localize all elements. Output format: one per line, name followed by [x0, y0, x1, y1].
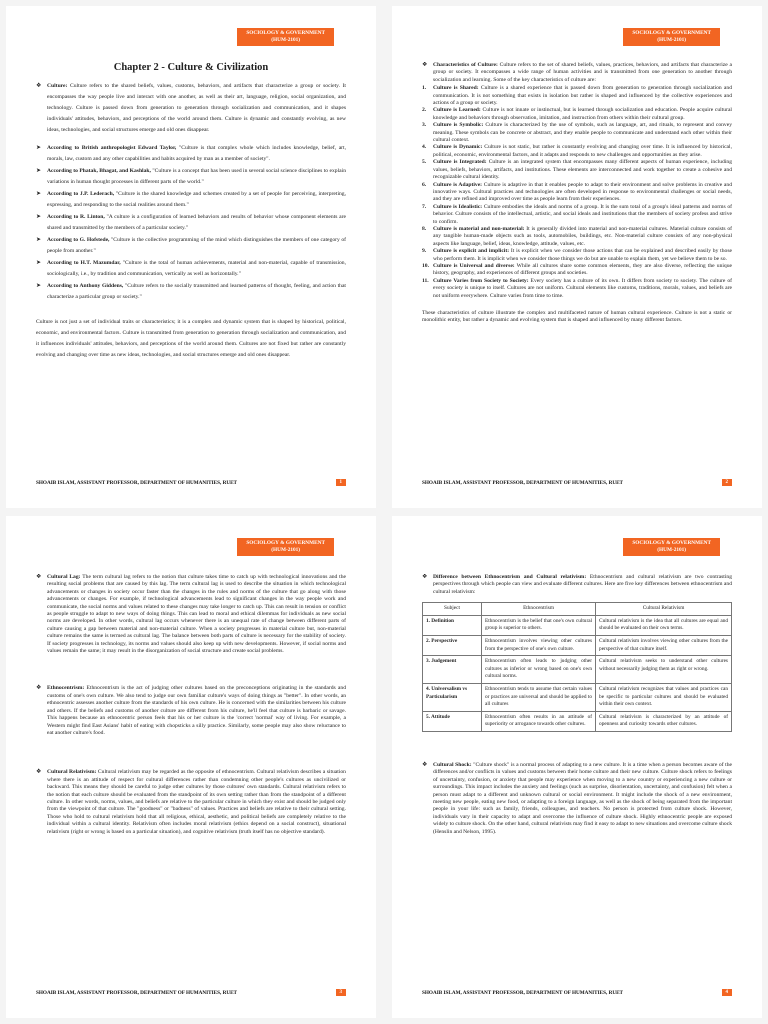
item-number: 5.: [422, 159, 427, 166]
page-number: 2: [722, 479, 733, 486]
item-text: Culture is not static, but rather is constantly evolving and changing over time. It is influenced by historical, political, economic, environmental factors, and it adapts and responds to new challenges and opportunities as they arise.: [433, 144, 732, 158]
diamond-bullet-icon: ❖: [422, 574, 428, 580]
page-4: [392, 516, 762, 1018]
list-item: [422, 204, 732, 226]
column-header: Subject: [423, 603, 482, 616]
definition-item: [36, 258, 346, 280]
item-text: Culture is a shared experience that is passed down from generation to generation through socialization and communication. It is not something that exists in isolation but rather is shaped and influenced by the collective experiences and actions of a group or society.: [433, 85, 732, 107]
list-item: [422, 226, 732, 248]
definition-text: "Culture is that complex whole which includes knowledge, belief, art, morals, law, custom and any other capabilities and habits acquired by man as a member of society".: [47, 145, 346, 162]
definition-source: According to J.P. Lederach,: [47, 191, 115, 197]
badge-line-1: SOCIOLOGY & GOVERNMENT: [246, 540, 325, 546]
badge-line-1: SOCIOLOGY & GOVERNMENT: [632, 540, 711, 546]
page-2-content: [422, 62, 732, 458]
cultural-shock-section: [422, 762, 732, 836]
item-number: 8.: [422, 225, 427, 232]
table-cell-subject: 2. Perspective: [423, 636, 482, 656]
characteristics-list: [422, 85, 732, 300]
table-cell-subject: 1. Definition: [423, 615, 482, 635]
item-label: Culture is Symbolic:: [433, 122, 484, 129]
table-cell-subject: 3. Judgement: [423, 656, 482, 684]
definition-text: "A culture is a configuration of learned behaviors and results of behavior whose component elements are shared and transmitted by the members of a particular society.": [47, 214, 346, 231]
term-label: Cultural Relativism:: [47, 769, 97, 776]
course-badge: [623, 538, 720, 556]
arrow-bullet-icon: ➤: [36, 214, 42, 220]
item-text: While all cultures share some common elements, they are also diverse, reflecting the unique history, geography, and experiences of different groups and societies.: [433, 262, 732, 277]
comparison-table: [422, 602, 732, 732]
term-label: Cultural Lag:: [47, 574, 81, 580]
term-text: Ethnocentrism is the act of judging other cultures based on the preconceptions originating in the standards and customs of one's own culture. We also tend to judge our own familiar culture's ways of doing things as "better". In other words, an ethnocentric assesses another culture from the standards of his own culture. He is concerned with the similarities between his culture and others. If the beliefs and customs of another culture are different from his culture, he'll feel that culture is barbaric or savage. This happens because an ethnocentric person feels that his or her culture is the 'correct 'normal' way of living. For example, a Western might find East Asians' habit of eating with chopsticks a silly practice. Similarly, some people may also show reluctance to eat another culture's food.: [47, 685, 346, 736]
list-item: [422, 107, 732, 122]
definition-item: [36, 166, 346, 188]
item-number: 9.: [422, 248, 427, 255]
table-cell-relativism: Cultural relativism seeks to understand other cultures without necessarily judging them as right or wrong.: [596, 656, 732, 684]
item-number: 11.: [422, 277, 429, 284]
definition-source: According to G. Hofstede,: [47, 237, 110, 243]
chapter-title: Chapter 2 - Culture & Civilization: [113, 62, 269, 73]
badge-line-1: SOCIOLOGY & GOVERNMENT: [246, 30, 325, 36]
diamond-bullet-icon: ❖: [36, 685, 42, 692]
arrow-bullet-icon: ➤: [36, 260, 42, 266]
list-item: [422, 144, 732, 159]
table-cell-ethnocentrism: Ethnocentrism often leads to judging other cultures as inferior or wrong based on one's own cultural norms.: [482, 656, 596, 684]
item-text: Every society has a culture of its own. It differs from society to society. The culture of every society is unique to itself. Cultures are not uniform. Cultural elements like customs, traditions, morals, values, and beliefs are not uniform everywhere. Culture varies from time to time.: [433, 277, 732, 299]
badge-line-2: (HUM-2101): [271, 547, 301, 553]
item-label: Culture is Dynamic:: [433, 144, 483, 151]
culture-definition: [36, 81, 346, 136]
item-text: Culture is not innate or instinctual, but is learned through socialization and education. People acquire cultural knowledge and behaviors through observation, imitation, and instruction from others within their cultural group.: [433, 107, 732, 121]
list-item: [422, 159, 732, 181]
table-cell-ethnocentrism: Ethnocentrism often results in an attitude of superiority or arrogance towards other cultures.: [482, 711, 596, 731]
ethnocentrism-section: [36, 685, 346, 737]
definition-text: "Culture is the collective programming of the mind which distinguishes the members of one category of people from another.": [47, 237, 346, 254]
item-text: Culture embodies the ideals and norms of a group. It is the sum total of a group's ideal patterns and norms of behavior. Culture consists of the intellectual, artistic, and social ideals and institutions that the members of society profess and strive to confirm.: [433, 203, 732, 225]
item-label: Culture is Adaptive:: [433, 181, 483, 188]
table-row: [423, 636, 732, 656]
difference-intro: [422, 574, 732, 596]
definition-text: "Culture is the total of human achievements, material and non-material, capable of transmission, sociologically, i.e., by tradition and communication, vertically as well as horizontally.": [47, 260, 346, 277]
page-footer: [36, 989, 346, 996]
page-3-content: [36, 574, 346, 968]
definition-source: According to British anthropologist Edward Taylor,: [47, 145, 177, 151]
term-text: "Culture shock" is a normal process of adapting to a new culture. It is a time when a person becomes aware of the differences and/or conflicts in values and customs between their home culture and their new culture. Culture shock refers to feelings of uncertainty, confusion, or anxiety that people may experience when moving to a new country or experiencing a new culture or surroundings. This impact includes the anxiety and feelings (such as surprise, disorientation, uncertainty, and confusion) felt when a person must adapt to a different and unknown cultural or social environment. It might include the shock of a new environment, meeting new people, eating new food, or adapting to a foreign language, as well as the shock of being separated from the important people in your life: such as family, friends, colleagues, and teachers. No person is protected from culture shock. However, individuals vary in their capacity to adapt and overcome the influence of culture shock. Highly ethnocentric people are exposed widely to culture shock. On the other hand, cultural relativists may find it easy to adapt to new situations and overcome culture shock (Henslin and Nelson, 1995).: [433, 761, 732, 835]
item-text: Culture is characterized by the use of symbols, such as language, art, and rituals, to represent and convey meaning. These symbols can be concrete or abstract, and they enable people to communicate and understand each other within their cultural context.: [433, 122, 732, 144]
item-label: Culture is Learned:: [433, 107, 481, 114]
badge-line-2: (HUM-2101): [657, 37, 687, 43]
page-number: 1: [336, 479, 347, 486]
item-label: Culture is Universal and diverse:: [433, 262, 515, 269]
arrow-bullet-icon: ➤: [36, 283, 42, 289]
list-item: [422, 182, 732, 204]
table-cell-relativism: Cultural relativism recognizes that values and practices can be specific to particular cultures and should be evaluated within their own context.: [596, 683, 732, 711]
item-label: Culture Varies from Society to Society:: [433, 277, 529, 284]
item-label: Culture is Idealistic:: [433, 203, 483, 210]
page-number: 3: [336, 989, 347, 996]
item-label: Culture is Shared:: [433, 85, 479, 92]
list-item: [422, 122, 732, 144]
term-label: Cultural Shock:: [433, 761, 472, 768]
cultural-lag-section: [36, 574, 346, 655]
definition-source: According to Anthony Giddens,: [47, 283, 124, 289]
term-label: Ethnocentrism:: [47, 685, 85, 692]
item-label: Culture is explicit and implicit:: [433, 248, 510, 255]
definition-text: "Culture refers to the socially transmitted and learned patterns of thought, feeling, and action that characterize a particular group or society.": [47, 283, 346, 300]
page-footer: [422, 479, 732, 486]
footer-author: SHOAIB ISLAM, ASSISTANT PROFESSOR, DEPARTMENT OF HUMANITIES, RUET: [36, 989, 238, 996]
arrow-bullet-icon: ➤: [36, 145, 42, 151]
course-badge: [623, 28, 720, 46]
course-badge: [237, 538, 334, 556]
cultural-relativism-section: [36, 769, 346, 836]
table-row: [423, 683, 732, 711]
item-number: 6.: [422, 181, 427, 188]
item-number: 7.: [422, 203, 427, 210]
closing-paragraph: Culture is not just a set of individual traits or characteristics; it is a complex and dynamic system that is shaped by historical, political, economic, and environmental factors. Culture is transmitted from generation to generation through socialization and communication, and it influences individuals' attitudes, behaviors, and perceptions of the world around them. Cultures are not fixed but rather are constantly evolving and changing over time as new ideas, technologies, and social structures emerge and old ones disappear.: [36, 319, 346, 358]
diamond-bullet-icon: ❖: [36, 769, 42, 776]
footer-author: SHOAIB ISLAM, ASSISTANT PROFESSOR, DEPARTMENT OF HUMANITIES, RUET: [422, 989, 624, 996]
item-number: 3.: [422, 122, 427, 129]
table-cell-ethnocentrism: Ethnocentrism is the belief that one's own cultural group is superior to others.: [482, 615, 596, 635]
table-cell-relativism: Cultural relativism is characterized by an attitude of openness and curiosity towards other cultures.: [596, 711, 732, 731]
list-item: [422, 85, 732, 107]
footer-author: SHOAIB ISLAM, ASSISTANT PROFESSOR, DEPARTMENT OF HUMANITIES, RUET: [36, 479, 238, 486]
diamond-bullet-icon: ❖: [36, 574, 42, 580]
table-cell-relativism: Cultural relativism is the idea that all cultures are equal and should be evaluated on their own terms.: [596, 615, 732, 635]
arrow-bullet-icon: ➤: [36, 191, 42, 197]
item-number: 4.: [422, 144, 427, 151]
item-number: 2.: [422, 107, 427, 114]
item-text: Culture is adaptive in that it enables people to adapt to their environment and solve problems in creative and innovative ways. Cultural practices and technologies are often developed in response to environmental challenges or social needs, and they are refined and improved over time as people learn from their experiences.: [433, 181, 732, 203]
item-label: Culture is material and non-material:: [433, 225, 525, 232]
table-cell-ethnocentrism: Ethnocentrism tends to assume that certain values or practices are universal and should be applied to all cultures: [482, 683, 596, 711]
page-3: [6, 516, 376, 1018]
arrow-bullet-icon: ➤: [36, 168, 42, 174]
definition-source: According to R. Linton,: [47, 214, 105, 220]
column-header: Ethnocentrism: [482, 603, 596, 616]
item-label: Culture is Integrated:: [433, 159, 487, 166]
definition-source: According to Phatak, Bhagat, and Kashlak,: [47, 168, 151, 174]
item-text: Culture is an integrated system that encompasses many different aspects of human experience, including values, beliefs, behaviors, artifacts, and institutions. These elements are interconnected and work together to create a cohesive and recognizable cultural identity.: [433, 159, 732, 181]
table-header-row: [423, 603, 732, 616]
definition-item: [36, 281, 346, 303]
page-number: 4: [722, 989, 733, 996]
table-cell-subject: 5. Attitude: [423, 711, 482, 731]
table-cell-subject: 4. Universalism vs Particularism: [423, 683, 482, 711]
page-footer: [422, 989, 732, 996]
term-label: Characteristics of Culture:: [433, 62, 498, 68]
definition-text: "Culture is a concept that has been used in several social science disciplines to explain variations in human thought processes in different parts of the world.": [47, 168, 346, 185]
definition-source: According to H.T. Mazumdar,: [47, 260, 121, 266]
characteristics-intro: [422, 62, 732, 84]
badge-line-1: SOCIOLOGY & GOVERNMENT: [632, 30, 711, 36]
list-item: [422, 263, 732, 278]
term-text: Cultural relativism may be regarded as the opposite of ethnocentrism. Cultural relativism describes a situation where there is an attitude of respect for cultural differences rather than condemning other people's cultures as uncivilized or backward. This means they should be careful to judge other cultures by those cultures' own standards. Cultural relativism refers to the notion that each culture should be evaluated from the standpoint of its own setting rather than from the standpoint of a different culture. In other words, norms, values, and beliefs are relative to the particular culture in which they exist and should be judged only from the viewpoint of that culture. The "goodness" or "badness" of values. Practices and beliefs are relative to their cultural setting. Those who hold to cultural relativism hold that all religious, ethical, aesthetic, and political beliefs are completely relative to the individual within a cultural identity. Relativism often includes moral relativism (ethics depend on a social construct), situational relativism (right or wrong is based on a particular situation), and cognitive relativism (truth itself has no objective standard).: [47, 769, 346, 835]
page-footer: [36, 479, 346, 486]
table-cell-ethnocentrism: Ethnocentrism involves viewing other cultures from the perspective of one's own culture.: [482, 636, 596, 656]
table-cell-relativism: Cultural relativism involves viewing other cultures from the perspective of that culture itself.: [596, 636, 732, 656]
page-4-content: [422, 574, 732, 968]
diamond-bullet-icon: ❖: [36, 83, 42, 89]
term-label: Culture:: [47, 83, 68, 89]
diamond-bullet-icon: ❖: [422, 62, 428, 68]
definition-item: [36, 143, 346, 165]
arrow-bullet-icon: ➤: [36, 237, 42, 243]
page-2: [392, 6, 762, 508]
definition-item: [36, 189, 346, 211]
column-header: Cultural Relativism: [596, 603, 732, 616]
definition-item: [36, 212, 346, 234]
term-text: The term cultural lag refers to the notion that culture takes time to catch up with technological innovations and the resulting social problems that are caused by this lag. The term cultural lag is used to describe the situation in which technological advancements or changes in society occur faster than the changes in the rules and norms of the culture that go along with those advancements or changes. For example, if technological advancements lead to significant changes in the way people work and communicate, the social norms and values related to these changes may take longer to catch up. This can result in tension or conflict as people struggle to adapt to new ways of doing things. This can lead to moral and ethical dilemmas for individuals as new social norms are developed. In other words, cultural lag occurs whenever there is an unequal rate of change between different parts of culture causing a gap between material and non-material culture. When a society progresses in material culture but, non-material culture remains the same is termed as cultural lag. The balance between both parts of culture is necessary for the stability of society. If society progresses in technology, its norms and values should also keep up with new developments. However, if social norms and values remain the same; it may result in the disorganization of social structure and create social problems.: [47, 574, 346, 655]
term-text: Ethnocentrism and cultural relativism are two contrasting perspectives through which people can view and evaluate different cultures. Here are five key differences between ethnocentrism and cultural relativism:: [433, 574, 732, 595]
course-badge: [237, 28, 334, 46]
item-number: 10.: [422, 262, 429, 269]
definition-text: "Culture is the shared knowledge and schemes created by a set of people for perceiving, interpreting, expressing, and responding to the social realities around them.": [47, 191, 346, 208]
term-label: Difference between Ethnocentrism and Cultural relativism:: [433, 574, 587, 580]
list-item: [422, 278, 732, 300]
term-text: Culture refers to the set of shared beliefs, values, practices, behaviors, and artifacts that characterize a group or society. It encompasses a wide range of human activities and is transmitted from one generation to another through socialization and learning. Some of the key characteristics of culture are:: [433, 62, 732, 83]
closing-paragraph: These characteristics of culture illustrate the complex and multifaceted nature of human cultural experience. Culture is not a static or monolithic entity, but rather a dynamic and evolving system that is shaped and influenced by many different factors.: [422, 310, 732, 324]
badge-line-2: (HUM-2101): [657, 547, 687, 553]
footer-author: SHOAIB ISLAM, ASSISTANT PROFESSOR, DEPARTMENT OF HUMANITIES, RUET: [422, 479, 624, 486]
table-row: [423, 711, 732, 731]
item-text: It is explicit when we consider those actions that can be explained and described easily by those who perform them. It is implicit when we consider those things we do but are unable to explain them, yet we believe them to be so.: [433, 248, 732, 262]
item-number: 1.: [422, 85, 427, 92]
page-1-content: [36, 58, 346, 458]
definition-item: [36, 235, 346, 257]
page-1: [6, 6, 376, 508]
table-row: [423, 615, 732, 635]
list-item: [422, 248, 732, 263]
diamond-bullet-icon: ❖: [422, 761, 428, 768]
item-text: It is generally divided into material and non-material cultures. Material culture consists of any tangible human-made objects such as tools, automobiles, buildings, etc. Non-material culture consists of any non-physical aspects like language, belief, ideas, knowledge, attitude, values, etc.: [433, 225, 732, 247]
badge-line-2: (HUM-2101): [271, 37, 301, 43]
table-row: [423, 656, 732, 684]
term-text: Culture refers to the shared beliefs, values, customs, behaviors, and artifacts that characterize a group or society. It encompasses the way people live and interact with one another, as well as their art, language, religion, social organization, and technology. Culture is passed down from generation to generation through socialization and communication, and it shapes individuals' attitudes, behaviors, and perceptions of the world around them. Culture is dynamic and constantly evolving, as new ideas, technologies, and social structures emerge and old ones disappear.: [47, 83, 346, 133]
